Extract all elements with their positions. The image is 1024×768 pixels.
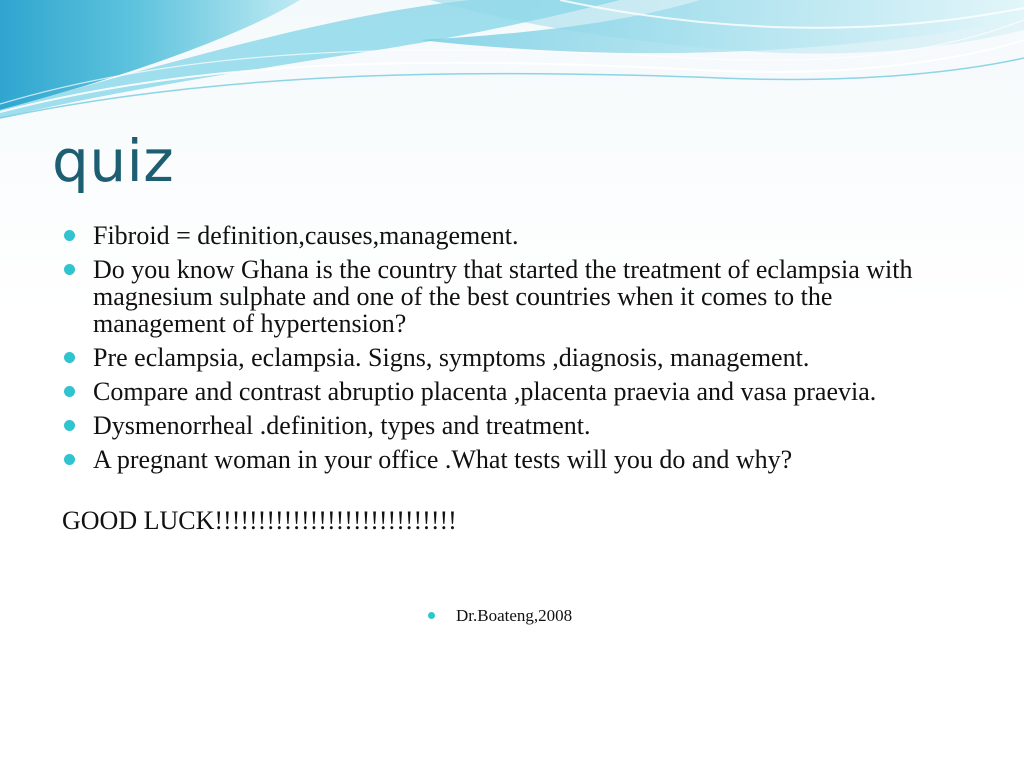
bullet-dot-icon — [64, 420, 75, 431]
bullet-text: Fibroid = definition,causes,management. — [93, 221, 519, 250]
bullet-text: Do you know Ghana is the country that started the treatment of eclampsia with magnesium sulphate and one of the best countries when it comes to the management of hypertension? — [93, 255, 913, 338]
bullet-item — [62, 378, 962, 405]
bullet-dot-icon — [64, 264, 75, 275]
bullet-dot-icon — [64, 352, 75, 363]
header-wave-decoration — [0, 0, 1024, 125]
bullet-item — [62, 256, 962, 337]
footer-author: Dr.Boateng,2008 — [456, 606, 573, 625]
bullet-dot-icon — [64, 454, 75, 465]
bullet-dot-icon — [64, 230, 75, 241]
bullet-text: Pre eclampsia, eclampsia. Signs, symptoms ,diagnosis, management. — [93, 343, 810, 372]
bullet-item — [62, 344, 962, 371]
bullet-item — [62, 446, 962, 473]
bullet-text: Dysmenorrheal .definition, types and treatment. — [93, 411, 591, 440]
footer — [428, 605, 572, 627]
bullet-text: A pregnant woman in your office .What tests will you do and why? — [93, 445, 793, 474]
bullet-list — [62, 222, 962, 480]
slide-title: quiz — [52, 127, 175, 195]
bullet-text: Compare and contrast abruptio placenta ,placenta praevia and vasa praevia. — [93, 377, 877, 406]
footer-bullet-dot-icon — [428, 612, 435, 619]
closing-text: GOOD LUCK!!!!!!!!!!!!!!!!!!!!!!!!!!!! — [62, 506, 457, 535]
bullet-item — [62, 222, 962, 249]
bullet-dot-icon — [64, 386, 75, 397]
bullet-item — [62, 412, 962, 439]
